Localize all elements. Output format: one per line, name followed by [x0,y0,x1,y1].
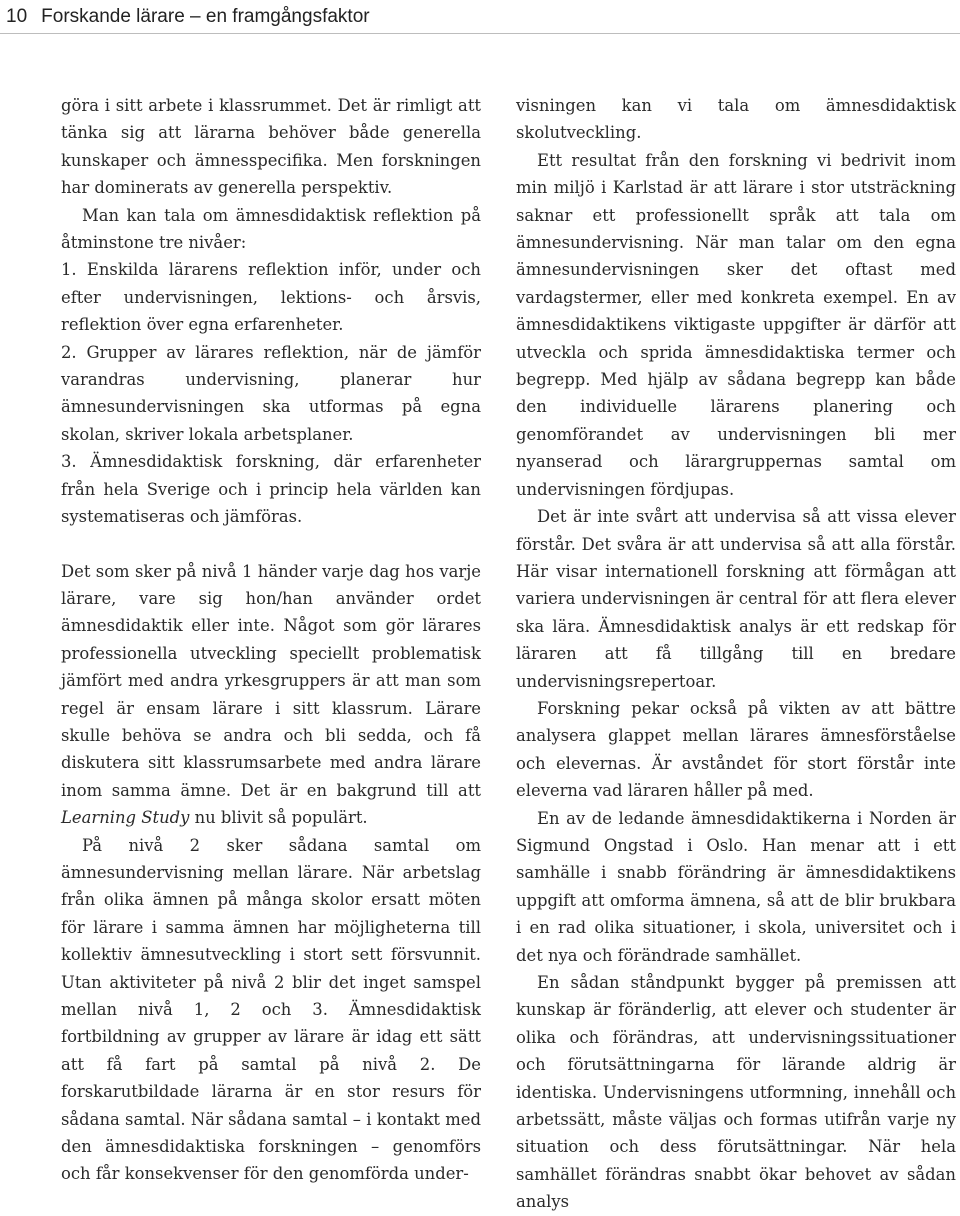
list-item-3: 3. Ämnesdidaktisk forskning, där erfarenheter från hela Sverige och i princip hela världen kan systematiseras och jämföras. [61,452,481,527]
running-header [0,0,960,34]
page-number: 10 [6,5,28,27]
text-run: Det som sker på nivå 1 händer varje dag hos varje lärare, vare sig hon/han använder ordet ämnesdidaktik eller inte. Något som gör lärares professionella utveckling speciellt problematisk jämfört med andra yrkesgruppers är att man som regel är ensam lärare i sitt klassrum. Lärare skulle behöva se andra och bli sedda, och få diskutera sitt klassrumsarbete med andra lärare inom samma ämne. Det är en bakgrund till att [61,561,481,800]
paragraph: Man kan tala om ämnesdidaktisk reflektion på åtminstone tre nivåer: [61,205,481,253]
list-item-1: 1. Enskilda lärarens reflektion inför, under och efter undervisningen, lektions- och årsvis, reflektion över egna erfarenheter. [61,260,481,335]
right-column [516,92,956,1216]
paragraph: visningen kan vi tala om ämnesdidaktisk skolutveckling. [516,96,956,143]
paragraph: En av de ledande ämnesdidaktikerna i Norden är Sigmund Ongstad i Oslo. Han menar att i ett samhälle i snabb förändring är ämnesdidaktikens uppgift att omforma ämnena, så att de blir brukbara i en rad olika situationer, i skola, universitet och i det nya och förändrade samhället. [516,808,956,965]
italic-title: Learning Study [61,808,190,828]
paragraph: En sådan ståndpunkt bygger på premissen att kunskap är föränderlig, att elever och studenter är olika och förändras, att undervisningssituationer och förutsättningarna för lärande aldrig är identiska. Undervisningens utformning, innehåll och arbetssätt, måste väljas och formas utifrån varje ny situation och dess förutsättningar. När hela samhället förändras snabbt ökar behovet av sådan analys [516,973,956,1212]
paragraph: Det är inte svårt att undervisa så att vissa elever förstår. Det svåra är att undervisa så att alla förstår. Här visar internationell forskning att förmågan att variera undervisningen är central för att flera elever ska lära. Ämnesdidaktisk analys är ett redskap för läraren att få tillgång till en bredare undervisningsrepertoar. [516,507,956,691]
paragraph [61,558,481,832]
text-run: nu blivit så populärt. [189,808,368,828]
paragraph: Forskning pekar också på vikten av att bättre analysera glappet mellan lärares ämnesförståelse och elevernas. Är avståndet för stort förstår inte eleverna vad läraren håller på med. [516,698,956,801]
left-column [61,92,481,1188]
paragraph: På nivå 2 sker sådana samtal om ämnesundervisning mellan lärare. När arbetslag från olika ämnen på många skolor ersatt möten för lärare i samma ämnen har möjligheterna till kollektiv ämnesutveckling i stort sett försvunnit. Utan aktiviteter på nivå 2 blir det inget samspel mellan nivå 1, 2 och 3. Ämnesdidaktisk fortbildning av grupper av lärare är idag ett sätt att få fart på samtal på nivå 2. De forskarutbildade lärarna är en stor resurs för sådana samtal. När sådana samtal – i kontakt med den ämnesdidaktiska forskningen – genomförs och får konsekvenser för den genomförda under- [61,835,481,1184]
paragraph: göra i sitt arbete i klassrummet. Det är rimligt att tänka sig att lärarna behöver både generella kunskaper och ämnesspecifika. Men forskningen har dominerats av generella perspektiv. [61,96,481,198]
running-title: Forskande lärare – en framgångsfaktor [41,5,370,27]
list-item-2: 2. Grupper av lärares reflektion, när de jämför varandras undervisning, planerar hur ämnesundervisningen ska utformas på egna skolan, skriver lokala arbetsplaner. [61,342,481,444]
paragraph: Ett resultat från den forskning vi bedrivit inom min miljö i Karlstad är att lärare i stor utsträckning saknar ett professionellt språk att tala om ämnesundervisning. När man talar om den egna ämnesundervisningen sker det oftast med vardagstermer, eller med konkreta exempel. En av ämnesdidaktikens viktigaste uppgifter är därför att utveckla och sprida ämnesdidaktiska termer och begrepp. Med hjälp av sådana begrepp kan både den individuelle lärarens planering och genomförandet av undervisningen bli mer nyanserad och lärargruppernas samtal om undervisningen fördjupas. [516,150,956,499]
